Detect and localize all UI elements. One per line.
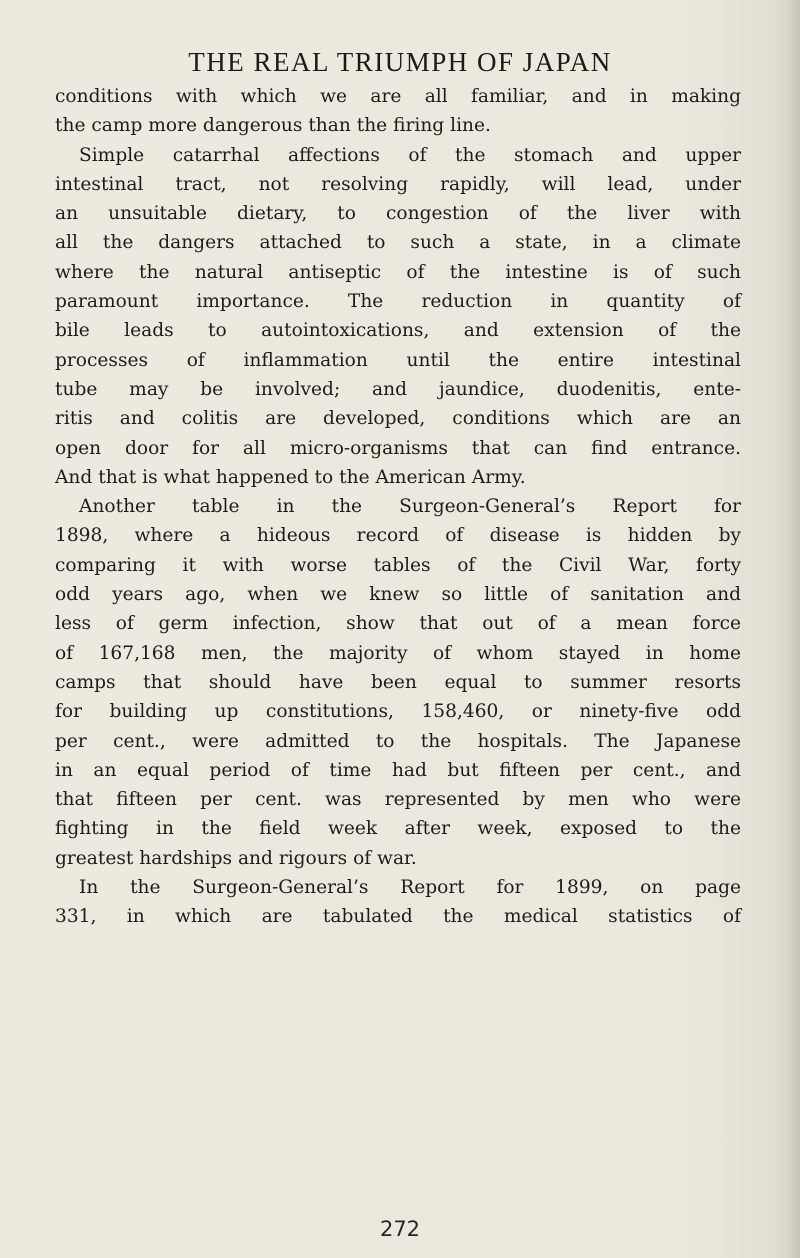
text-line: the camp more dangerous than the firing line.: [55, 115, 491, 137]
text-line: 1898, where a hideous record of disease is hidden by: [55, 525, 741, 547]
page-number: 272: [379, 1217, 421, 1241]
text-line: where the natural antiseptic of the intestine is of such: [55, 261, 741, 283]
text-line: of 167,168 men, the majority of whom stayed in home: [55, 642, 741, 664]
text-line: Simple catarrhal affections of the stomach and upper: [79, 144, 741, 166]
text-line: open door for all micro-organisms that can find entrance.: [55, 437, 741, 459]
text-line: intestinal tract, not resolving rapidly, will lead, under: [55, 173, 741, 195]
text-line: Another table in the Surgeon-General’s Report for: [79, 496, 741, 518]
text-line: And that is what happened to the American Army.: [55, 466, 526, 488]
text-line: fighting in the field week after week, exposed to the: [55, 818, 741, 840]
text-line: paramount importance. The reduction in quantity of: [55, 291, 741, 313]
text-line: in an equal period of time had but fifteen per cent., and: [55, 759, 741, 781]
text-line: that fifteen per cent. was represented by men who were: [55, 789, 741, 811]
running-head: THE REAL TRIUMPH OF JAPAN: [188, 47, 612, 77]
text-line: conditions with which we are all familiar, and in making: [55, 86, 741, 107]
text-line: all the dangers attached to such a state, in a climate: [55, 232, 741, 254]
text-line: camps that should have been equal to summer resorts: [55, 671, 741, 693]
page-edge-shadow: [786, 0, 800, 1258]
text-line: an unsuitable dietary, to congestion of the liver with: [55, 203, 741, 225]
text-line: for building up constitutions, 158,460, or ninety-five odd: [55, 701, 741, 723]
text-line: 331, in which are tabulated the medical statistics of: [55, 906, 741, 928]
text-line: ritis and colitis are developed, conditions which are an: [55, 408, 741, 430]
text-line: less of germ infection, show that out of a mean force: [55, 613, 741, 635]
text-line: comparing it with worse tables of the Civil War, forty: [55, 554, 741, 576]
text-line: greatest hardships and rigours of war.: [55, 847, 417, 869]
body-text: [55, 82, 741, 932]
text-line: tube may be involved; and jaundice, duodenitis, ente-: [55, 378, 741, 400]
text-line: odd years ago, when we knew so little of sanitation and: [55, 584, 741, 606]
text-line: bile leads to autointoxications, and extension of the: [55, 320, 741, 342]
text-line: In the Surgeon-General’s Report for 1899, on page: [79, 877, 741, 899]
text-line: processes of inflammation until the entire intestinal: [55, 349, 741, 371]
text-line: per cent., were admitted to the hospitals. The Japanese: [55, 730, 741, 752]
